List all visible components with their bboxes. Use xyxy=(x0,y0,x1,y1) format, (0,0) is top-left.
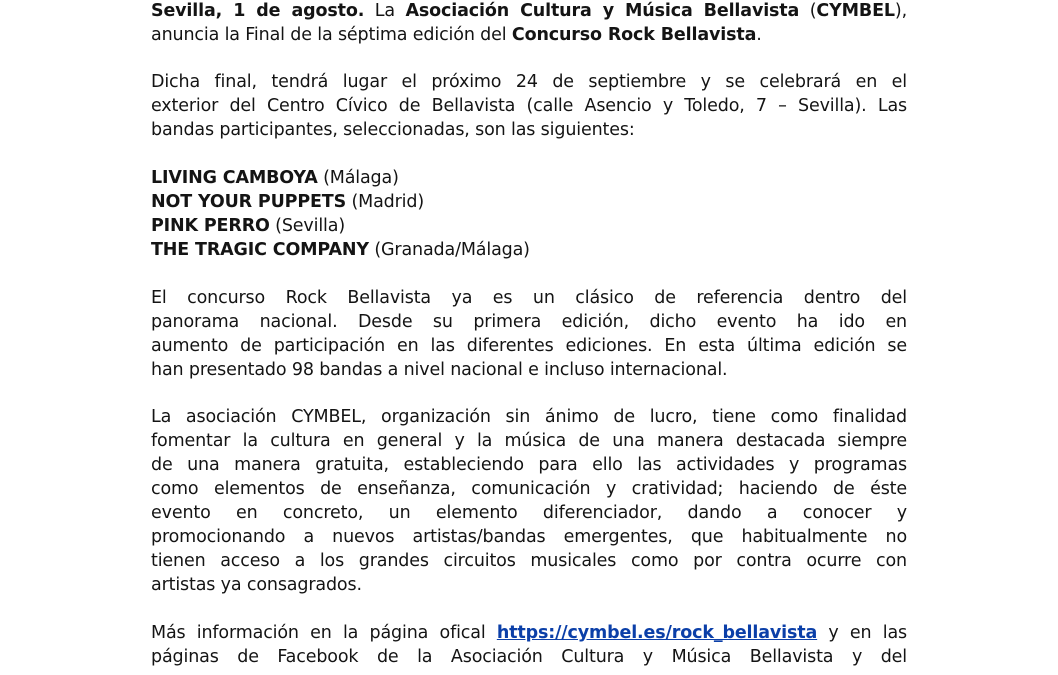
intro-line-2: anuncia la Final de la séptima edición del Concurso Rock Bellavista. xyxy=(151,25,762,45)
paragraph-line: El concurso Rock Bellavista ya es un clásico de referencia dentro del xyxy=(151,288,907,308)
contest-name: Concurso Rock Bellavista xyxy=(511,25,757,45)
paragraph-line: bandas participantes, seleccionadas, son las siguientes: xyxy=(151,120,635,140)
paragraph-line: tienen acceso a los grandes circuitos musicales como por contra ocurre con xyxy=(151,551,907,571)
band-origin: (Málaga) xyxy=(317,168,399,188)
paragraph-line: exterior del Centro Cívico de Bellavista (calle Asencio y Toledo, 7 – Sevilla). Las xyxy=(151,96,907,116)
paragraph-line: Dicha final, tendrá lugar el próximo 24 de septiembre y se celebrará en el xyxy=(151,72,907,92)
paragraph-line: aumento de participación en las diferentes ediciones. En esta última edición se xyxy=(151,336,907,356)
band-origin: (Granada/Málaga) xyxy=(368,240,530,260)
paragraph-line: La asociación CYMBEL, organización sin ánimo de lucro, tiene como finalidad xyxy=(151,407,907,427)
rock-bellavista-link[interactable]: https://cymbel.es/rock_bellavista xyxy=(496,623,818,643)
paragraph-line: han presentado 98 bandas a nivel nacional e incluso internacional. xyxy=(151,360,728,380)
band-item xyxy=(151,190,907,214)
paragraph-line: promocionando a nuevos artistas/bandas emergentes, que habitualmente no xyxy=(151,527,907,547)
paragraph-line: como elementos de enseñanza, comunicación y cratividad; haciendo de éste xyxy=(151,479,907,499)
paragraph-line: artistas ya consagrados. xyxy=(151,575,362,595)
place-date: Sevilla, 1 de agosto. xyxy=(151,1,365,21)
paragraph-line: panorama nacional. Desde su primera edición, dicho evento ha ido en xyxy=(151,312,907,332)
band-item xyxy=(151,214,907,238)
paragraph-line: fomentar la cultura en general y la música de una manera destacada siempre xyxy=(151,431,907,451)
intro-line-1: Sevilla, 1 de agosto. La Asociación Cultura y Música Bellavista (CYMBEL), xyxy=(151,1,907,21)
organization-name: Asociación Cultura y Música Bellavista xyxy=(405,1,800,21)
band-name: LIVING CAMBOYA xyxy=(151,168,318,188)
band-name: PINK PERRO xyxy=(151,216,270,236)
band-item xyxy=(151,238,907,262)
more-info-line-2: páginas de Facebook de la Asociación Cultura y Música Bellavista y del xyxy=(151,647,907,667)
band-name: NOT YOUR PUPPETS xyxy=(151,192,347,212)
band-name: THE TRAGIC COMPANY xyxy=(151,240,369,260)
band-item xyxy=(151,166,907,190)
band-origin: (Madrid) xyxy=(346,192,425,212)
paragraph-line: evento en concreto, un elemento diferenciador, dando a conocer y xyxy=(151,503,907,523)
organization-acronym: CYMBEL xyxy=(816,1,895,21)
band-origin: (Sevilla) xyxy=(269,216,346,236)
paragraph-line: de una manera gratuita, estableciendo para ello las actividades y programas xyxy=(151,455,907,475)
more-info-line: Más información en la página ofical https://cymbel.es/rock_bellavista y en las xyxy=(151,623,907,643)
